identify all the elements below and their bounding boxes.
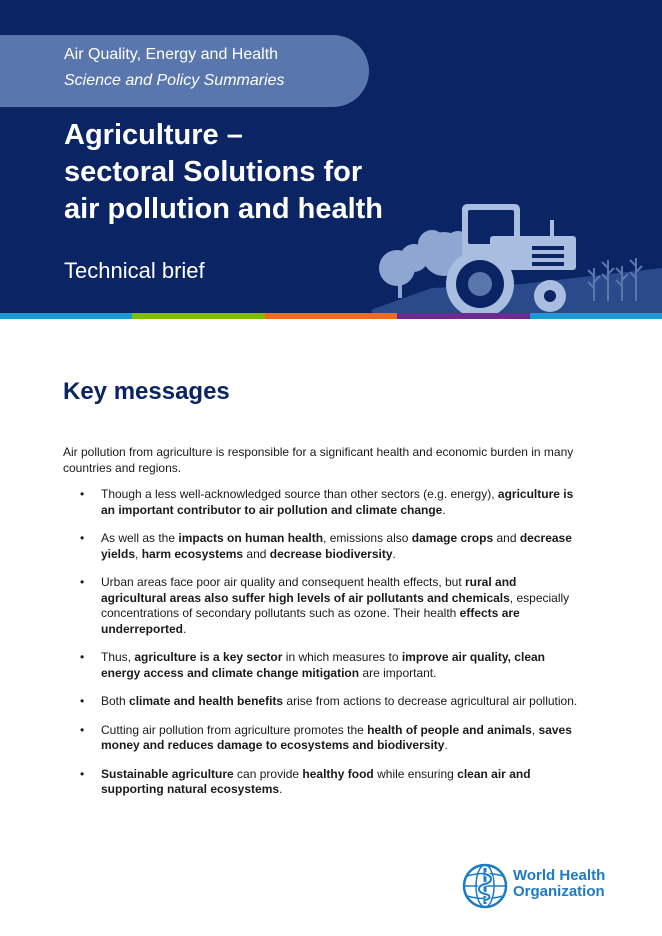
bold-text: damage crops bbox=[411, 531, 494, 545]
text-segment: Cutting air pollution from agriculture promotes the bbox=[101, 722, 368, 737]
bold-text: decrease yields bbox=[101, 531, 572, 561]
text-segment: while ensuring bbox=[373, 766, 458, 781]
text-segment: are important. bbox=[359, 665, 437, 680]
title-line: sectoral Solutions for bbox=[64, 156, 363, 188]
bold-text: harm ecosystems bbox=[141, 546, 244, 561]
bold-text: impacts on human health bbox=[178, 531, 324, 545]
bullet-marker: • bbox=[80, 487, 85, 501]
key-message-item bbox=[80, 531, 580, 562]
bold-text: improve air quality, clean energy access and climate change mitigation bbox=[101, 650, 545, 680]
key-messages-heading: Key messages bbox=[63, 378, 230, 405]
bullet-marker: • bbox=[80, 722, 85, 737]
key-message-item bbox=[80, 650, 580, 681]
text-segment: , especially concentrations of secondary pollutants such as ozone. Their health bbox=[101, 590, 570, 620]
org-name-line: World Health bbox=[513, 867, 606, 884]
title-line: Agriculture – bbox=[64, 119, 243, 151]
bold-text: climate and health benefits bbox=[129, 694, 284, 708]
text-segment: . bbox=[279, 782, 283, 796]
key-message-item bbox=[80, 767, 580, 798]
document-type: Technical brief bbox=[64, 258, 205, 283]
text-segment: Both bbox=[101, 694, 130, 708]
text-segment: Thus, bbox=[101, 650, 135, 664]
color-stripe-blue-end bbox=[530, 313, 662, 319]
series-banner bbox=[0, 35, 369, 107]
text-segment: . bbox=[444, 738, 448, 752]
bold-text: rural and agricultural areas also suffer high levels of air pollutants and chemicals bbox=[101, 575, 517, 605]
text-segment: . bbox=[442, 502, 446, 517]
color-stripe-blue bbox=[0, 313, 132, 319]
bold-text: Sustainable agriculture bbox=[101, 766, 234, 781]
title-line: air pollution and health bbox=[64, 193, 383, 225]
text-segment: . bbox=[392, 546, 396, 561]
color-stripe-orange bbox=[265, 313, 397, 319]
text-segment: As well as the bbox=[101, 531, 179, 545]
text-segment: in which measures to bbox=[282, 650, 402, 664]
org-name-line: Organization bbox=[513, 883, 605, 900]
color-stripe-green bbox=[132, 313, 265, 319]
text-segment: and bbox=[243, 546, 270, 561]
who-emblem-icon bbox=[461, 862, 509, 910]
tractor-illustration bbox=[372, 196, 662, 313]
bullet-marker: • bbox=[80, 575, 85, 589]
bullet-marker: • bbox=[80, 650, 85, 664]
bullet-marker: • bbox=[80, 694, 85, 708]
bold-text: saves money and reduces damage to ecosystems and biodiversity bbox=[101, 722, 572, 752]
text-segment: arise from actions to decrease agricultural air pollution. bbox=[283, 694, 578, 708]
organization-name bbox=[513, 868, 605, 900]
text-segment: , bbox=[531, 722, 539, 737]
key-message-item bbox=[80, 487, 580, 518]
text-segment: and bbox=[493, 531, 520, 545]
bullet-marker: • bbox=[80, 766, 85, 781]
bold-text: healthy food bbox=[302, 766, 374, 781]
cover-header bbox=[0, 0, 662, 313]
text-segment: , emissions also bbox=[323, 531, 412, 545]
intro-paragraph: Air pollution from agriculture is responsible for a significant health and economic burden in many countries and regions. bbox=[63, 445, 574, 475]
series-subtitle: Science and Policy Summaries bbox=[64, 72, 285, 89]
key-messages-list bbox=[80, 487, 580, 798]
text-segment: . bbox=[183, 621, 187, 636]
bold-text: clean air and supporting natural ecosystems bbox=[101, 766, 531, 796]
bold-text: effects are underreported bbox=[101, 606, 520, 636]
series-title: Air Quality, Energy and Health bbox=[64, 46, 279, 63]
bold-text: agriculture is a key sector bbox=[134, 650, 283, 664]
bold-text: health of people and animals bbox=[367, 722, 532, 737]
key-message-item bbox=[80, 694, 580, 710]
text-segment: , bbox=[135, 546, 142, 561]
text-segment: can provide bbox=[233, 766, 303, 781]
key-message-item bbox=[80, 575, 580, 637]
color-stripe-purple bbox=[397, 313, 530, 319]
text-segment: Urban areas face poor air quality and consequent health effects, but bbox=[101, 575, 466, 589]
bold-text: decrease biodiversity bbox=[269, 546, 393, 561]
bold-text: agriculture is an important contributor to air pollution and climate change bbox=[101, 487, 574, 517]
bullet-marker: • bbox=[80, 531, 85, 545]
key-message-item bbox=[80, 723, 580, 754]
text-segment: Though a less well-acknowledged source than other sectors (e.g. energy), bbox=[101, 487, 498, 501]
